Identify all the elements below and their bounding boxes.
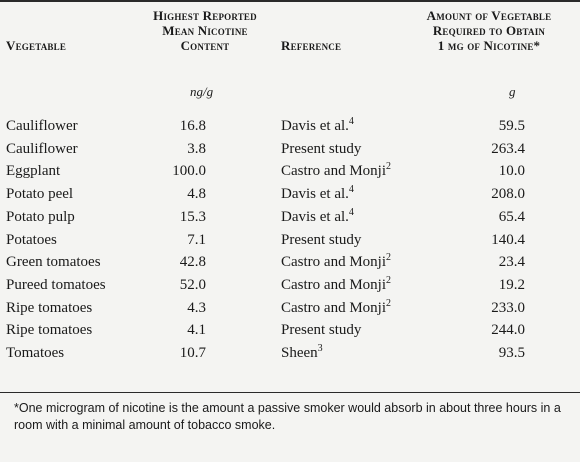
cell-amount: 233.0: [491, 299, 525, 316]
cell-reference: [281, 345, 323, 362]
header-reference: Reference: [281, 38, 342, 53]
table-row: [0, 163, 580, 185]
cell-vegetable: Cauliflower: [6, 118, 78, 134]
reference-text: Present study: [281, 231, 362, 248]
cell-amount: 23.4: [498, 254, 525, 271]
cell-vegetable: Eggplant: [6, 163, 61, 180]
reference-superscript: 4: [348, 116, 354, 127]
cell-nicotine: 16.8: [179, 118, 206, 134]
units-nicotine: ng/g: [190, 84, 214, 99]
reference-text: Davis et al.: [281, 208, 349, 225]
cell-amount: 19.2: [498, 276, 525, 293]
header-amount: Amount of Vegetable Required to Obtain 1 µg of Nicotine*: [426, 8, 552, 53]
cell-amount: 93.5: [498, 345, 525, 361]
cell-nicotine: 4.1: [187, 322, 206, 339]
cell-amount: 263.4: [491, 140, 525, 157]
table-row: [0, 274, 580, 299]
cell-reference: [281, 118, 354, 135]
cell-vegetable: Pureed tomatoes: [6, 276, 106, 293]
cell-reference: [281, 163, 391, 180]
bottom-rule: [0, 392, 580, 393]
table-row: [0, 118, 580, 140]
table-row: [0, 322, 580, 344]
reference-superscript: 2: [386, 297, 391, 309]
cell-amount: 65.4: [498, 208, 525, 225]
cell-amount: 244.0: [491, 322, 525, 339]
cell-amount: 10.0: [498, 163, 525, 180]
cell-vegetable: Tomatoes: [6, 345, 65, 361]
table-row: [0, 297, 580, 322]
table-row: [0, 206, 580, 231]
header-nicotine: Highest Reported Mean Nicotine Content: [153, 8, 257, 53]
cell-nicotine: 10.7: [179, 345, 206, 361]
table-row: [0, 141, 580, 163]
reference-text: Sheen: [281, 345, 318, 361]
cell-vegetable: Potato peel: [6, 186, 74, 203]
table-row: [0, 254, 580, 276]
reference-text: Castro and Monji: [281, 163, 386, 180]
reference-superscript: 2: [386, 274, 391, 286]
cell-reference: [281, 254, 391, 271]
cell-nicotine: 15.3: [179, 208, 206, 225]
reference-superscript: 3: [317, 343, 323, 354]
cell-reference: [281, 322, 361, 339]
reference-superscript: 4: [348, 206, 354, 218]
cell-reference: [281, 232, 361, 249]
reference-superscript: 2: [386, 161, 391, 173]
cell-reference: [281, 274, 391, 294]
cell-amount: 208.0: [491, 186, 525, 203]
cell-vegetable: Green tomatoes: [6, 254, 101, 271]
cell-vegetable: Potato pulp: [6, 208, 75, 225]
footnote: *One microgram of nicotine is the amount a passive smoker would absorb in about three hours in a room with a minimal amount of tobacco smoke.: [14, 401, 561, 432]
cell-nicotine: 100.0: [172, 163, 206, 180]
cell-amount: 59.5: [498, 118, 525, 134]
cell-nicotine: 7.1: [187, 231, 206, 248]
reference-text: Castro and Monji: [281, 276, 386, 293]
reference-text: Castro and Monji: [281, 299, 386, 316]
reference-text: Davis et al.: [281, 118, 349, 134]
reference-text: Present study: [281, 322, 362, 339]
reference-text: Present study: [281, 140, 362, 157]
cell-nicotine: 3.8: [187, 140, 206, 157]
top-rule: [0, 0, 580, 2]
units-amount: g: [509, 84, 516, 99]
reference-superscript: 4: [348, 184, 354, 196]
table-row: [0, 186, 580, 208]
cell-vegetable: Cauliflower: [6, 140, 78, 157]
table-row: [0, 345, 580, 367]
cell-vegetable: Ripe tomatoes: [6, 322, 93, 339]
reference-superscript: 2: [386, 252, 391, 264]
cell-reference: [281, 141, 361, 158]
cell-nicotine: 42.8: [179, 254, 206, 271]
reference-text: Davis et al.: [281, 186, 349, 203]
cell-nicotine: 52.0: [179, 276, 206, 293]
reference-text: Castro and Monji: [281, 254, 386, 271]
cell-reference: [281, 206, 354, 226]
cell-nicotine: 4.8: [187, 186, 206, 203]
table-row: [0, 232, 580, 254]
cell-vegetable: Ripe tomatoes: [6, 299, 93, 316]
cell-nicotine: 4.3: [187, 299, 206, 316]
cell-amount: 140.4: [491, 231, 525, 248]
cell-reference: [281, 186, 354, 203]
cell-reference: [281, 297, 391, 317]
cell-vegetable: Potatoes: [6, 231, 57, 248]
header-vegetable: Vegetable: [6, 38, 67, 53]
